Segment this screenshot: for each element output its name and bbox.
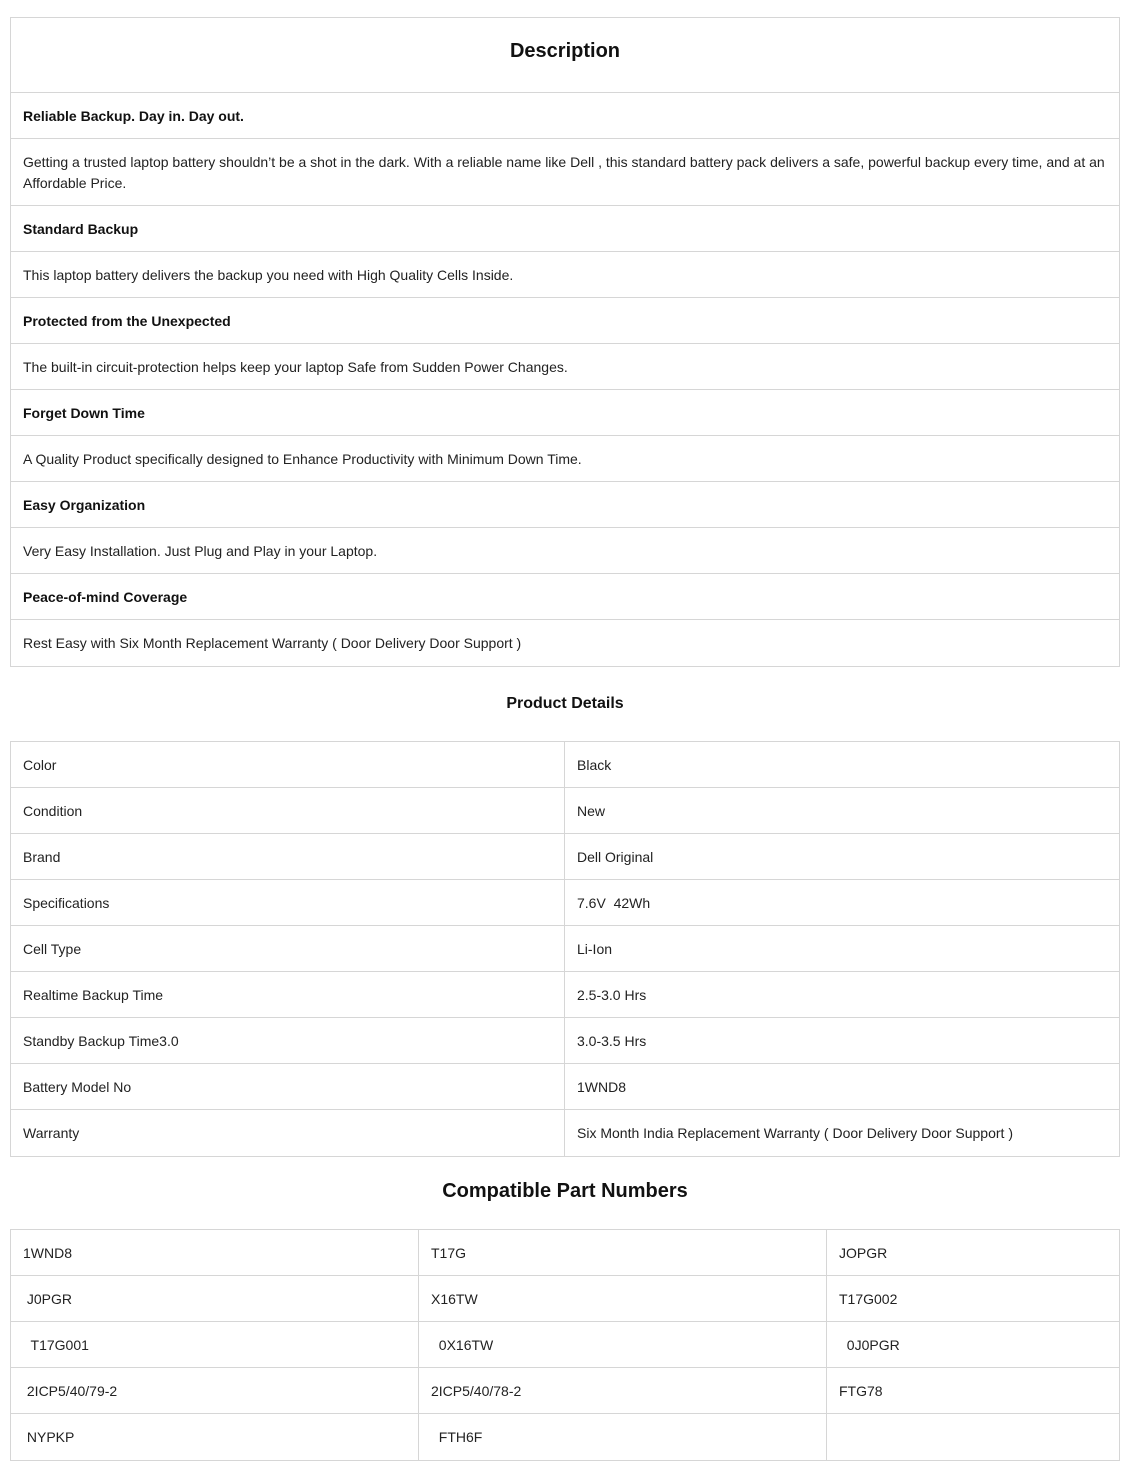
detail-label: Condition <box>11 788 565 833</box>
table-row <box>11 1276 1119 1322</box>
detail-value: 2.5-3.0 Hrs <box>577 986 647 1003</box>
part-number-cell: FTG78 <box>839 1382 883 1399</box>
detail-label: Color <box>11 742 565 787</box>
product-details-table <box>10 741 1120 1157</box>
part-number-cell: NYPKP <box>11 1414 419 1460</box>
detail-value: Black <box>577 756 612 773</box>
table-row <box>11 1230 1119 1276</box>
section-heading-standard-backup: Standard Backup <box>11 206 1119 252</box>
section-heading-reliable-backup: Reliable Backup. Day in. Day out. <box>11 93 1119 139</box>
detail-value: Dell Original <box>577 848 654 865</box>
section-heading-peace-of-mind: Peace-of-mind Coverage <box>11 574 1119 620</box>
table-row <box>11 880 1119 926</box>
compatible-parts-title: Compatible Part Numbers <box>442 1180 688 1202</box>
section-text-protected: The built-in circuit-protection helps keep your laptop Safe from Sudden Power Changes. <box>11 344 1119 390</box>
detail-label: Realtime Backup Time <box>11 972 565 1017</box>
table-row <box>11 1414 1119 1460</box>
detail-value: New <box>577 802 606 819</box>
section-heading-forget-down-time: Forget Down Time <box>11 390 1119 436</box>
table-row <box>11 834 1119 880</box>
compatible-parts-table <box>10 1229 1120 1461</box>
part-number-cell: 0X16TW <box>419 1322 827 1367</box>
table-row <box>11 1368 1119 1414</box>
detail-label: Cell Type <box>11 926 565 971</box>
detail-value: 3.0-3.5 Hrs <box>577 1032 647 1049</box>
part-number-cell: 1WND8 <box>11 1230 419 1275</box>
detail-value: Li-Ion <box>577 940 613 957</box>
table-row <box>11 926 1119 972</box>
description-table <box>10 17 1120 667</box>
section-text-peace-of-mind: Rest Easy with Six Month Replacement Warranty ( Door Delivery Door Support ) <box>23 635 522 651</box>
part-number-cell: X16TW <box>419 1276 827 1321</box>
part-number-cell: J0PGR <box>11 1276 419 1321</box>
table-row <box>11 1322 1119 1368</box>
part-number-cell: T17G <box>419 1230 827 1275</box>
product-details-title: Product Details <box>506 695 624 712</box>
detail-value: 1WND8 <box>577 1078 627 1095</box>
detail-label: Warranty <box>11 1110 565 1156</box>
section-text-easy-organization: Very Easy Installation. Just Plug and Play in your Laptop. <box>11 528 1119 574</box>
part-number-cell: 2ICP5/40/79-2 <box>11 1368 419 1413</box>
table-row <box>11 1018 1119 1064</box>
part-number-cell: T17G002 <box>839 1290 898 1307</box>
detail-label: Brand <box>11 834 565 879</box>
part-number-cell: T17G001 <box>11 1322 419 1367</box>
part-number-cell <box>827 1414 1119 1460</box>
table-row <box>11 742 1119 788</box>
section-heading-easy-organization: Easy Organization <box>11 482 1119 528</box>
part-number-cell: 0J0PGR <box>839 1336 900 1353</box>
part-number-cell: 2ICP5/40/78-2 <box>419 1368 827 1413</box>
table-row <box>11 1110 1119 1156</box>
part-number-cell: FTH6F <box>419 1414 827 1460</box>
table-row <box>11 972 1119 1018</box>
table-row <box>11 788 1119 834</box>
detail-value: 7.6V 42Wh <box>577 894 651 911</box>
section-text-forget-down-time: A Quality Product specifically designed to Enhance Productivity with Minimum Down Time. <box>11 436 1119 482</box>
detail-label: Specifications <box>11 880 565 925</box>
detail-value: Six Month India Replacement Warranty ( Door Delivery Door Support ) <box>577 1125 1013 1141</box>
table-row <box>11 1064 1119 1110</box>
section-text-reliable-backup: Getting a trusted laptop battery shouldn’t be a shot in the dark. With a reliable name like Dell , this standard battery pack delivers a safe, powerful backup every time, and at an Affordable Price. <box>11 139 1119 206</box>
description-title: Description <box>11 18 1119 93</box>
section-heading-protected: Protected from the Unexpected <box>11 298 1119 344</box>
part-number-cell: JOPGR <box>839 1244 888 1261</box>
section-text-standard-backup: This laptop battery delivers the backup you need with High Quality Cells Inside. <box>11 252 1119 298</box>
detail-label: Standby Backup Time3.0 <box>11 1018 565 1063</box>
detail-label: Battery Model No <box>11 1064 565 1109</box>
